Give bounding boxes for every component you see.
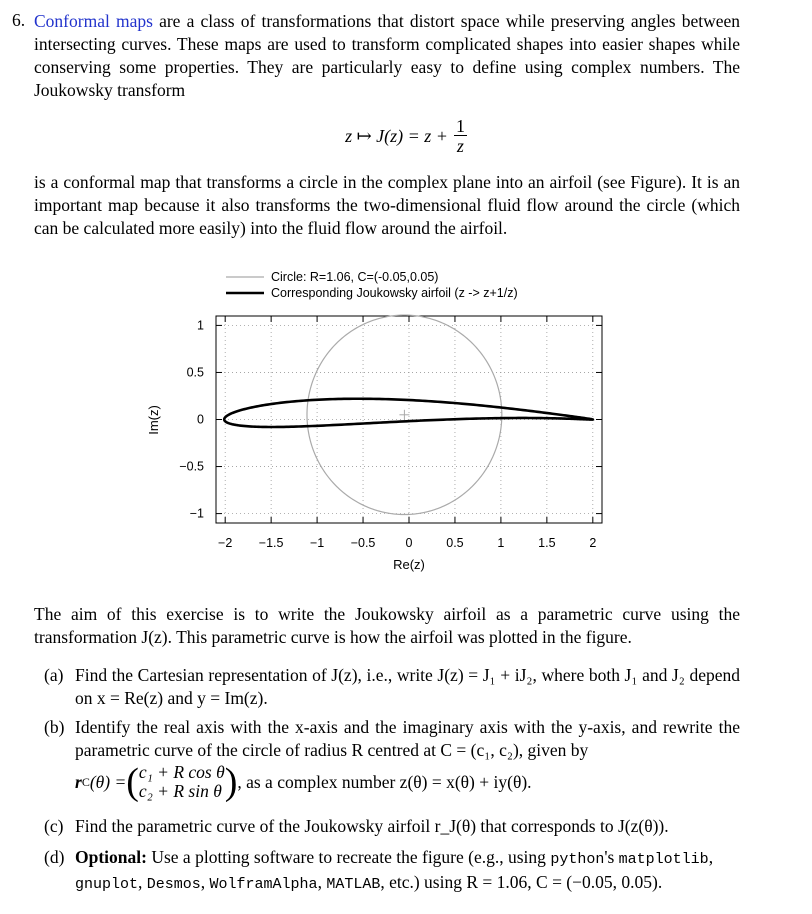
x-tick-label: 2 [589,536,597,550]
intro-text: are a class of transformations that distort space while preserving angles between intersecting curves. These maps are used to transform complicated shapes into easier shapes while conserving some properties. They are particularly easy to define using complex numbers. The Joukowsky transform [34,11,740,100]
legend-label-circle: Circle: R=1.06, C=(-0.05,0.05) [271,270,439,284]
item-a [44,664,740,712]
equation-denominator: z [456,136,464,156]
python-text: python [550,851,605,868]
paragraph-3: The aim of this exercise is to write the Joukowsky airfoil as a parametric curve using the transformation J(z). This parametric curve is how the airfoil was plotted in the figure. [34,604,740,647]
x-tick-label: 1.5 [538,536,556,550]
item-a-text: Find the Cartesian representation of J(z), i.e., write J(z) = J₁ + iJ₂, where both J₁ and J₂ depend on x = Re(z) and y = Im(z). [75,665,740,708]
x-tick-label: 1 [497,536,505,550]
x-axis-label: Re(z) [393,557,425,572]
item-d-part4: , etc.) using R = 1.06, C = (−0.05, 0.05). [380,872,663,892]
center-marker [399,410,409,420]
wolframalpha-text: WolframAlpha [209,876,318,893]
x-tick-label: −1.5 [258,536,284,550]
problem-number: 6. [12,10,26,30]
equation-lhs: z ↦ J(z) = z + [345,126,448,146]
item-d-part3: , [708,847,714,867]
item-d [44,846,740,894]
desmos-text: Desmos [146,876,201,893]
item-c-label: (c) [44,816,64,836]
rc-symbol: r [75,771,82,792]
item-d-text [75,846,740,896]
sep-2: , [200,872,210,892]
chart-grid [216,316,602,523]
airfoil-series-line [224,399,593,427]
paragraph-2: is a conformal map that transforms a circle in the complex plane into an airfoil (see Figure). It is an important map because it also transforms the two-dimensional fluid flow around the circle (which can be calculated more easily) into the fluid flow around the airfoil. [34,172,740,238]
rc-subscript: C [81,774,90,789]
x-tick-label: −2 [218,536,233,550]
item-d-part2: 's [604,847,619,867]
conformal-maps-link[interactable]: Conformal maps [34,11,153,31]
vector-bottom: c₂ + R sin θ [138,781,222,801]
item-b-text-line1: Identify the real axis with the x-axis and the imaginary axis with the y-axis, and rewrite the parametric curve of the circle of radius R centred at C = (c₁, c₂), given by [75,717,740,760]
matplotlib-text: matplotlib [618,851,709,868]
airfoil-chart [0,260,812,580]
y-tick-label: 0 [197,412,204,427]
sep-1: , [138,872,147,892]
gnuplot-text: gnuplot [75,876,139,893]
rc-argument: (θ) = [89,771,127,792]
y-axis-label: Im(z) [146,405,161,435]
optional-label: Optional: [75,847,147,867]
intro-paragraph [34,10,740,102]
vector-top: c₁ + R cos θ [138,762,225,782]
y-tick-label: 0.5 [186,365,204,380]
item-b-label: (b) [44,717,65,737]
item-d-label: (d) [44,847,65,867]
item-c [44,815,740,839]
y-tick-label: −0.5 [179,459,204,474]
x-tick-label: 0 [405,536,413,550]
legend-label-airfoil: Corresponding Joukowsky airfoil (z -> z+1/z) [271,286,518,300]
sep-3: , [317,872,327,892]
y-tick-label: 1 [197,318,204,333]
x-tick-label: −0.5 [350,536,376,550]
y-tick-label: −1 [189,506,204,521]
item-d-part1: Use a plotting software to recreate the figure (e.g., using [146,847,551,867]
x-tick-label: 0.5 [446,536,464,550]
x-tick-label: −1 [309,536,325,550]
item-b-vector-line: r C (θ) = ( c₁ + R cos θ c₂ + R sin θ ) , as a complex number z(θ) = x(θ) + iy(θ). [75,761,532,803]
item-c-text: Find the parametric curve of the Joukowsky airfoil r_J(θ) that corresponds to J(z(θ)). [75,816,669,836]
matlab-text: MATLAB [326,876,381,893]
y-tick-labels [179,318,204,520]
equation-numerator: 1 [455,116,465,136]
item-b-tail: , as a complex number z(θ) = x(θ) + iy(θ). [237,771,532,792]
item-a-label: (a) [44,665,64,685]
item-b [44,716,740,808]
joukowsky-equation [0,117,812,167]
x-tick-labels [218,536,596,550]
